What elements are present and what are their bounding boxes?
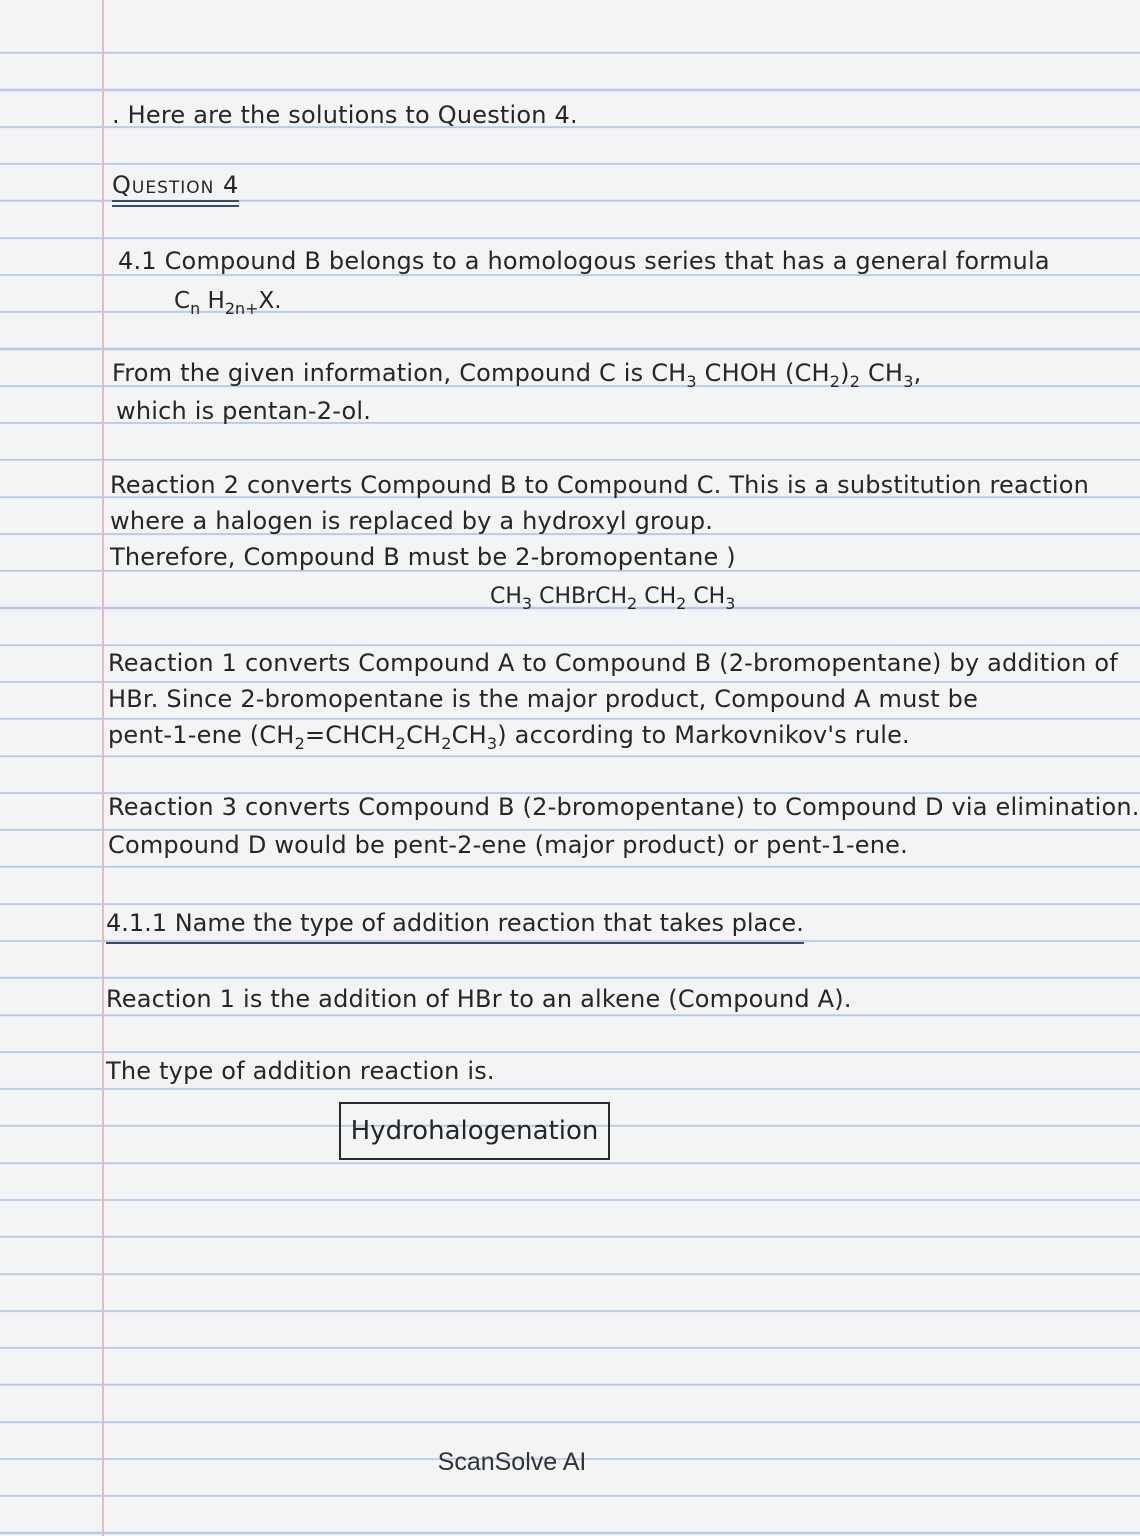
bromo-formula-sub3b: 3 bbox=[725, 594, 736, 613]
page-margin-line bbox=[102, 0, 104, 1536]
reaction1-line3-a: pent-1-ene (CH bbox=[108, 721, 295, 749]
reaction1-line-3 bbox=[108, 720, 910, 759]
general-formula bbox=[174, 286, 282, 324]
reaction3-line-1: Reaction 3 converts Compound B (2-bromopentane) to Compound D via elimination. bbox=[108, 793, 1140, 821]
q411-line-2: The type of addition reaction is. bbox=[106, 1057, 495, 1085]
compound-c-formula-sub2b: 2 bbox=[849, 372, 861, 391]
compound-c-formula-sub2: 2 bbox=[829, 372, 841, 391]
bromo-formula-b: CHBrCH bbox=[532, 584, 628, 609]
bromo-formula-c: CH bbox=[637, 584, 677, 609]
bromopentane-formula bbox=[490, 582, 735, 619]
formula-x: X. bbox=[258, 288, 282, 314]
bromo-formula-sub2b: 2 bbox=[676, 594, 687, 613]
reaction1-sub2c: 2 bbox=[441, 734, 452, 753]
reaction1-sub2: 2 bbox=[294, 734, 305, 753]
bromo-formula-d: CH bbox=[686, 584, 726, 609]
reaction1-line3-e: ) according to Markovnikov's rule. bbox=[497, 721, 910, 749]
compound-c-formula-sub3: 3 bbox=[686, 372, 697, 391]
bromo-formula-a: CH bbox=[490, 584, 522, 609]
question-heading-text: Question 4 bbox=[112, 171, 240, 199]
bromo-formula-sub3: 3 bbox=[521, 594, 533, 613]
answer-box: Hydrohalogenation bbox=[339, 1102, 610, 1160]
compound-c-text: From the given information, Compound C is bbox=[112, 359, 652, 387]
reaction1-line3-c: CH bbox=[406, 721, 442, 749]
formula-2n: 2n bbox=[224, 299, 246, 318]
reaction1-line-2: HBr. Since 2-bromopentane is the major product, Compound A must be bbox=[108, 685, 979, 713]
reaction1-sub2b: 2 bbox=[395, 734, 407, 753]
reaction2-line-1: Reaction 2 converts Compound B to Compound C. This is a substitution reaction bbox=[110, 471, 1090, 499]
formula-plus: + bbox=[245, 299, 259, 318]
reaction1-line-1: Reaction 1 converts Compound A to Compound B (2-bromopentane) by addition of bbox=[108, 649, 1118, 677]
formula-c: C bbox=[174, 288, 191, 314]
compound-c-line-1 bbox=[112, 358, 921, 397]
q41-line-1: 4.1 Compound B belongs to a homologous series that has a general formula bbox=[118, 247, 1050, 275]
compound-c-formula-c: ) bbox=[840, 359, 850, 387]
compound-c-formula-d: CH bbox=[860, 359, 904, 387]
compound-c-formula-sub3b: 3 bbox=[903, 372, 914, 391]
heading-underline bbox=[112, 200, 239, 202]
footer-brand: ScanSolve AI bbox=[437, 1448, 587, 1476]
reaction1-sub3: 3 bbox=[486, 734, 498, 753]
heading-underline-second bbox=[112, 205, 239, 207]
formula-n: n bbox=[190, 299, 201, 318]
reaction1-line3-b: =CHCH bbox=[304, 721, 396, 749]
q411-line-1: Reaction 1 is the addition of HBr to an alkene (Compound A). bbox=[106, 985, 852, 1013]
compound-c-formula-a: CH bbox=[651, 359, 687, 387]
compound-c-formula-e: , bbox=[913, 359, 922, 387]
reaction2-line-2: where a halogen is replaced by a hydroxyl group. bbox=[110, 507, 714, 535]
compound-c-formula-b: CHOH (CH bbox=[696, 359, 830, 387]
intro-text: . Here are the solutions to Question 4. bbox=[112, 101, 578, 129]
reaction1-line3-d: CH bbox=[451, 721, 487, 749]
reaction3-line-2: Compound D would be pent-2-ene (major product) or pent-1-ene. bbox=[108, 831, 908, 859]
reaction2-line-3: Therefore, Compound B must be 2-bromopentane ) bbox=[110, 543, 736, 571]
compound-c-line-2: which is pentan-2-ol. bbox=[116, 397, 372, 425]
bromo-formula-sub2: 2 bbox=[627, 594, 638, 613]
formula-h: H bbox=[207, 288, 225, 314]
q411-heading: 4.1.1 Name the type of addition reaction that takes place. bbox=[106, 908, 804, 944]
question-heading bbox=[112, 170, 239, 206]
